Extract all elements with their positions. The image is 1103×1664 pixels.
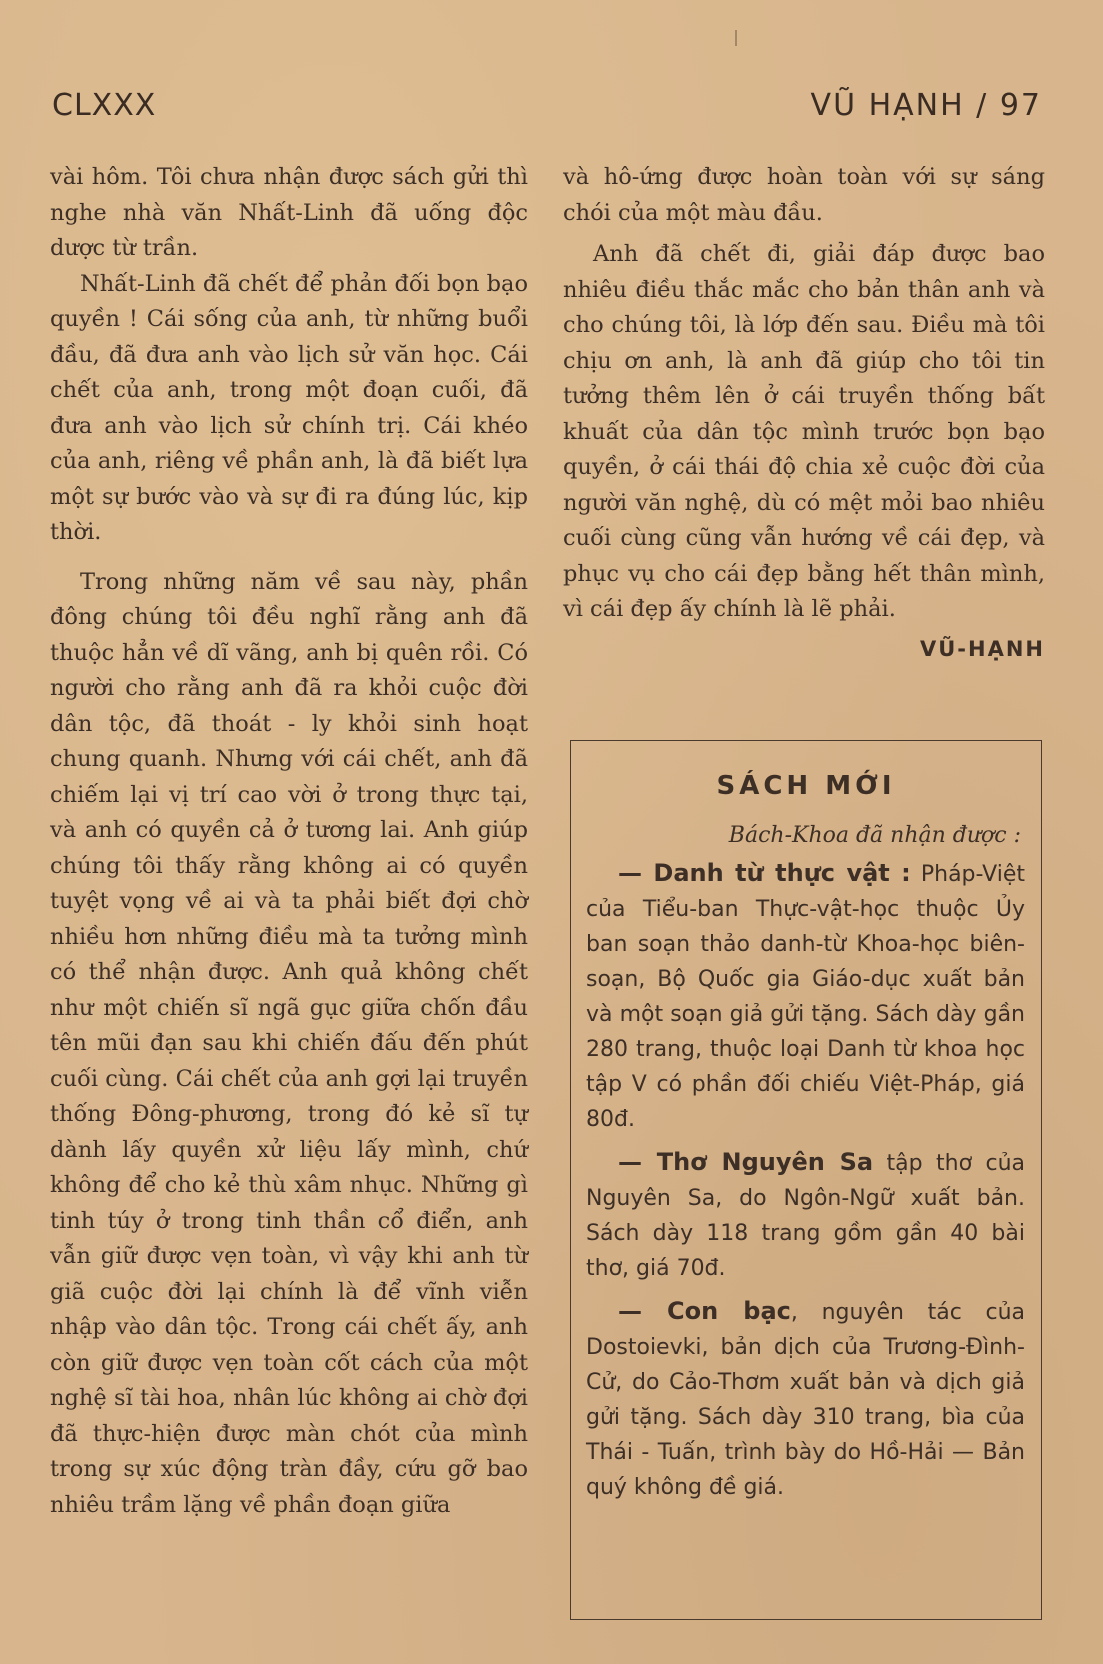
book-description: tập thơ của Nguyên Sa, do Ngôn-Ngữ xuất bản. Sách dày 118 trang gồm gần 40 bài thơ, giá 70đ. [586, 1151, 1025, 1281]
book-entry [586, 1145, 1025, 1286]
book-title: — Thơ Nguyên Sa [618, 1148, 874, 1176]
book-entry [586, 1294, 1025, 1505]
page-edge-mark [735, 30, 737, 46]
author-signature: VŨ-HẠNH [920, 636, 1045, 661]
book-title: — Danh từ thực vật : [618, 859, 911, 887]
new-books-intro: Bách-Khoa đã nhận được : [728, 823, 1021, 848]
paragraph: Nhất-Linh đã chết để phản đối bọn bạo quyền ! Cái sống của anh, từ những buổi đầu, đã đưa anh vào lịch sử văn học. Cái chết của anh, trong một đoạn cuối, đã đưa anh vào lịch sử chính trị. Cái khéo của anh, riêng về phần anh, là đã biết lựa một sự bước vào và sự đi ra đúng lúc, kịp thời. [50, 270, 528, 545]
new-books-box [570, 740, 1042, 1620]
paragraph: Trong những năm về sau này, phần đông chúng tôi đều nghĩ rằng anh đã thuộc hẳn về dĩ vãng, anh bị quên rồi. Có người cho rằng anh đã ra khỏi cuộc đời dân tộc, đã thoát - ly khỏi sinh hoạt chung quanh. Nhưng với cái chết, anh đã chiếm lại vị trí cao vời ở trong thực tại, và anh có quyền cả ở tương lai. Anh giúp chúng tôi thấy rằng không ai có quyền tuyệt vọng về ai và ta phải biết đợi chờ nhiều hơn những điều mà ta tưởng mình có thể nhận được. Anh quả không chết như một chiến sĩ ngã gục giữa chốn đầu tên mũi đạn sau khi chiến đấu đến phút cuối cùng. Cái chết của anh gợi lại truyền thống Đông-phương, trong đó kẻ sĩ tự dành lấy quyền xử liệu lấy mình, chứ không để cho kẻ thù xâm nhục. Những gì tinh túy ở trong tinh thần cổ điển, anh vẫn giữ được vẹn toàn, vì vậy khi anh từ giã cuộc đời lại chính là để vĩnh viễn nhập vào dân tộc. Trong cái chết ấy, anh còn giữ được vẹn toàn cốt cách của một nghệ sĩ tài hoa, nhân lúc không ai chờ đợi đã thực-hiện được màn chót của mình trong sự xúc động tràn đầy, cứu gỡ bao nhiêu trầm lặng về phần đoạn giữa [50, 568, 528, 1518]
page-header [52, 88, 1042, 138]
new-books-list [571, 856, 1041, 1505]
paragraph: Anh đã chết đi, giải đáp được bao nhiêu điều thắc mắc cho bản thân anh và cho chúng tôi, là lớp đến sau. Điều mà tôi chịu ơn anh, là anh đã giúp cho tôi tin tưởng thêm lên ở cái truyền thống bất khuất của dân tộc mình trước bọn bạo quyền, ở cái thái độ chia xẻ cuộc đời của người văn nghệ, dù có mệt mỏi bao nhiêu cuối cùng cũng vẫn hướng về cái đẹp, và phục vụ cho cái đẹp bằng hết thân mình, vì cái đẹp ấy chính là lẽ phải. [563, 241, 1045, 622]
right-column [563, 160, 1045, 667]
book-title: — Con bạc [618, 1297, 791, 1325]
book-description: Pháp-Việt của Tiểu-ban Thực-vật-học thuộc Ủy ban soạn thảo danh-từ Khoa-học biên-soạn, Bộ Quốc gia Giáo-dục xuất bản và một soạn giả gửi tặng. Sách dày gần 280 trang, thuộc loại Danh từ khoa học tập V có phần đối chiếu Việt-Pháp, giá 80đ. [586, 862, 1026, 1132]
paragraph-continued: và hô-ứng được hoàn toàn với sự sáng chói của một màu đầu. [563, 164, 1045, 226]
book-description: , nguyên tác của Dostoievki, bản dịch của Trương-Đình-Cử, do Cảo-Thơm xuất bản và dịch giả gửi tặng. Sách dày 310 trang, bìa của Thái - Tuấn, trình bày do Hồ-Hải — Bản quý không đề giá. [586, 1300, 1026, 1500]
book-entry [586, 856, 1025, 1137]
running-head: VŨ HẠNH / 97 [810, 88, 1042, 123]
paragraph-continued: vài hôm. Tôi chưa nhận được sách gửi thì nghe nhà văn Nhất-Linh đã uống độc dược từ trần. [50, 164, 528, 261]
section-number: CLXXX [52, 88, 157, 123]
new-books-title: SÁCH MỚI [716, 771, 896, 801]
left-column [50, 160, 528, 1523]
